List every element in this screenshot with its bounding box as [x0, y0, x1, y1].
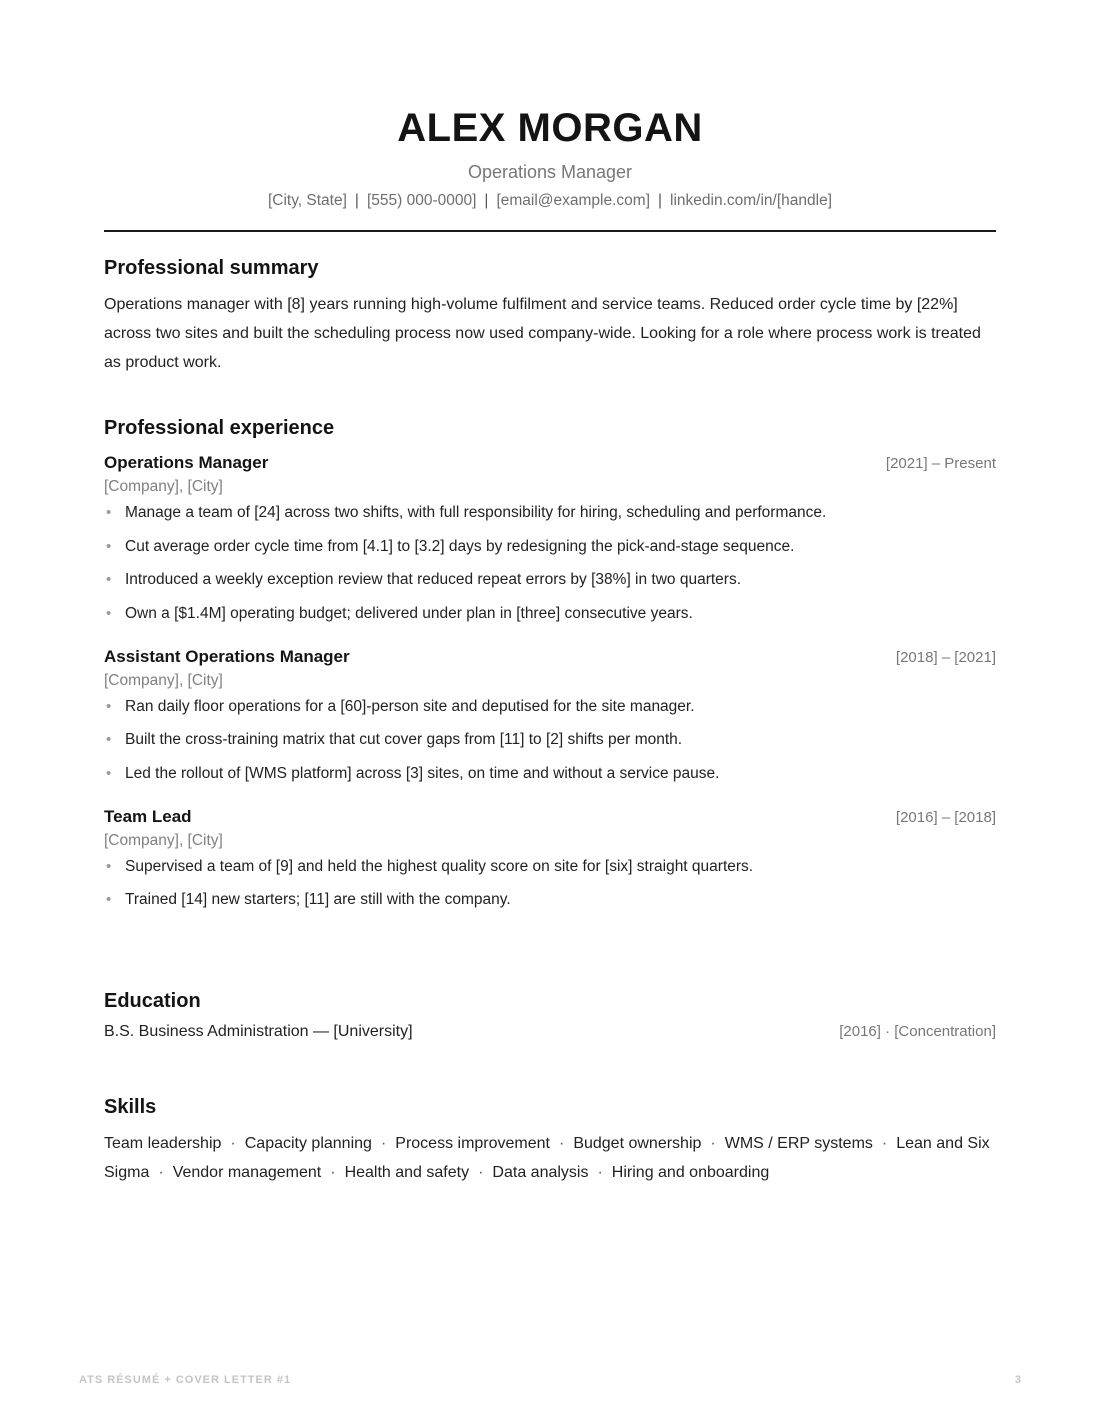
skill-item: WMS / ERP systems [724, 1135, 873, 1152]
contact-email: [email@example.com] [496, 192, 650, 209]
skill-separator: · [881, 1135, 888, 1152]
job-bullet: • Trained [14] new starters; [11] are still with the company. [104, 890, 996, 910]
skill-item: Health and safety [344, 1164, 470, 1181]
skill-item: Budget ownership [573, 1135, 702, 1152]
job-bullets [104, 697, 996, 784]
job-company: [Company], [City] [104, 478, 223, 495]
skill-item: Data analysis [492, 1164, 589, 1181]
skill-separator: · [597, 1164, 603, 1181]
job-bullet: • Introduced a weekly exception review that reduced repeat errors by [38%] in two quarters. [104, 570, 996, 590]
summary-text: Operations manager with [8] years running high-volume fulfilment and service teams. Reduced order cycle time by [22%] across two sites and built the scheduling process now used company-wide. Looking for a role where process work is treated as product work. [104, 296, 981, 371]
contact-location: [City, State] [267, 192, 347, 209]
job-bullet: • Own a [$1.4M] operating budget; delivered under plan in [three] consecutive years. [104, 604, 996, 624]
job-company: [Company], [City] [104, 671, 223, 689]
skill-separator: · [330, 1164, 336, 1181]
job-entry [104, 452, 996, 624]
skill-separator: · [380, 1135, 387, 1152]
job-dates: [2021] – Present [885, 455, 996, 472]
job-title: Team Lead [104, 806, 192, 826]
contact-separator: | [484, 192, 489, 209]
skill-item: Process improvement [395, 1135, 550, 1152]
experience-heading: Professional experience [104, 417, 335, 439]
skill-item: Capacity planning [244, 1135, 372, 1152]
summary-heading: Professional summary [104, 257, 319, 279]
job-bullets [104, 503, 996, 624]
job-bullet: • Supervised a team of [9] and held the highest quality score on site for [six] straight quarters. [104, 857, 996, 877]
education-heading: Education [104, 990, 201, 1012]
job-company: [Company], [City] [104, 831, 223, 849]
footer-label: ATS RÉSUMÉ + COVER LETTER #1 [79, 1374, 292, 1386]
education-degree: B.S. Business Administration — [University] [104, 1023, 413, 1040]
skill-item: Hiring and onboarding [611, 1164, 770, 1181]
summary-section [104, 256, 996, 377]
skill-separator: · [710, 1135, 716, 1152]
job-entry [104, 806, 996, 911]
skills-list [104, 1129, 996, 1187]
experience-section [104, 416, 996, 924]
education-section [104, 989, 996, 1041]
contact-phone: [555) 000-0000] [366, 192, 477, 209]
skill-item: Team leadership [104, 1135, 222, 1152]
skills-section [104, 1095, 996, 1187]
education-meta: [2016] · [Concentration] [839, 1023, 996, 1040]
contact-separator: | [658, 192, 663, 209]
job-entry [104, 646, 996, 784]
skill-item: Vendor management [172, 1164, 322, 1181]
contact-line [104, 191, 996, 211]
header-divider [104, 230, 996, 232]
job-bullet: • Built the cross-training matrix that cut cover gaps from [11] to [2] shifts per month. [104, 730, 996, 750]
skill-separator: · [158, 1164, 164, 1181]
page-number: 3 [1014, 1374, 1021, 1386]
job-dates: [2016] – [2018] [895, 808, 996, 826]
candidate-name: ALEX MORGAN [397, 106, 703, 150]
skill-separator: · [478, 1164, 484, 1181]
skill-separator: · [558, 1135, 565, 1152]
contact-separator: | [354, 192, 359, 209]
skill-item: Lean and Six Sigma [104, 1135, 990, 1181]
job-bullet: • Cut average order cycle time from [4.1] to [3.2] days by redesigning the pick-and-stage sequence. [104, 537, 996, 557]
resume-header [104, 0, 996, 232]
job-dates: [2018] – [2021] [895, 648, 996, 666]
candidate-role: Operations Manager [467, 162, 633, 182]
resume-page [104, 0, 996, 1181]
job-bullet: • Led the rollout of [WMS platform] across [3] sites, on time and without a service pause. [104, 764, 996, 784]
job-title: Operations Manager [104, 453, 269, 472]
contact-linkedin: linkedin.com/in/[handle] [670, 192, 833, 209]
job-title: Assistant Operations Manager [104, 646, 350, 666]
skill-separator: · [230, 1135, 236, 1152]
job-bullet: • Manage a team of [24] across two shifts, with full responsibility for hiring, scheduling and performance. [104, 503, 996, 523]
skills-heading: Skills [104, 1096, 157, 1118]
job-bullets [104, 857, 996, 911]
job-bullet: • Ran daily floor operations for a [60]-person site and deputised for the site manager. [104, 697, 996, 717]
